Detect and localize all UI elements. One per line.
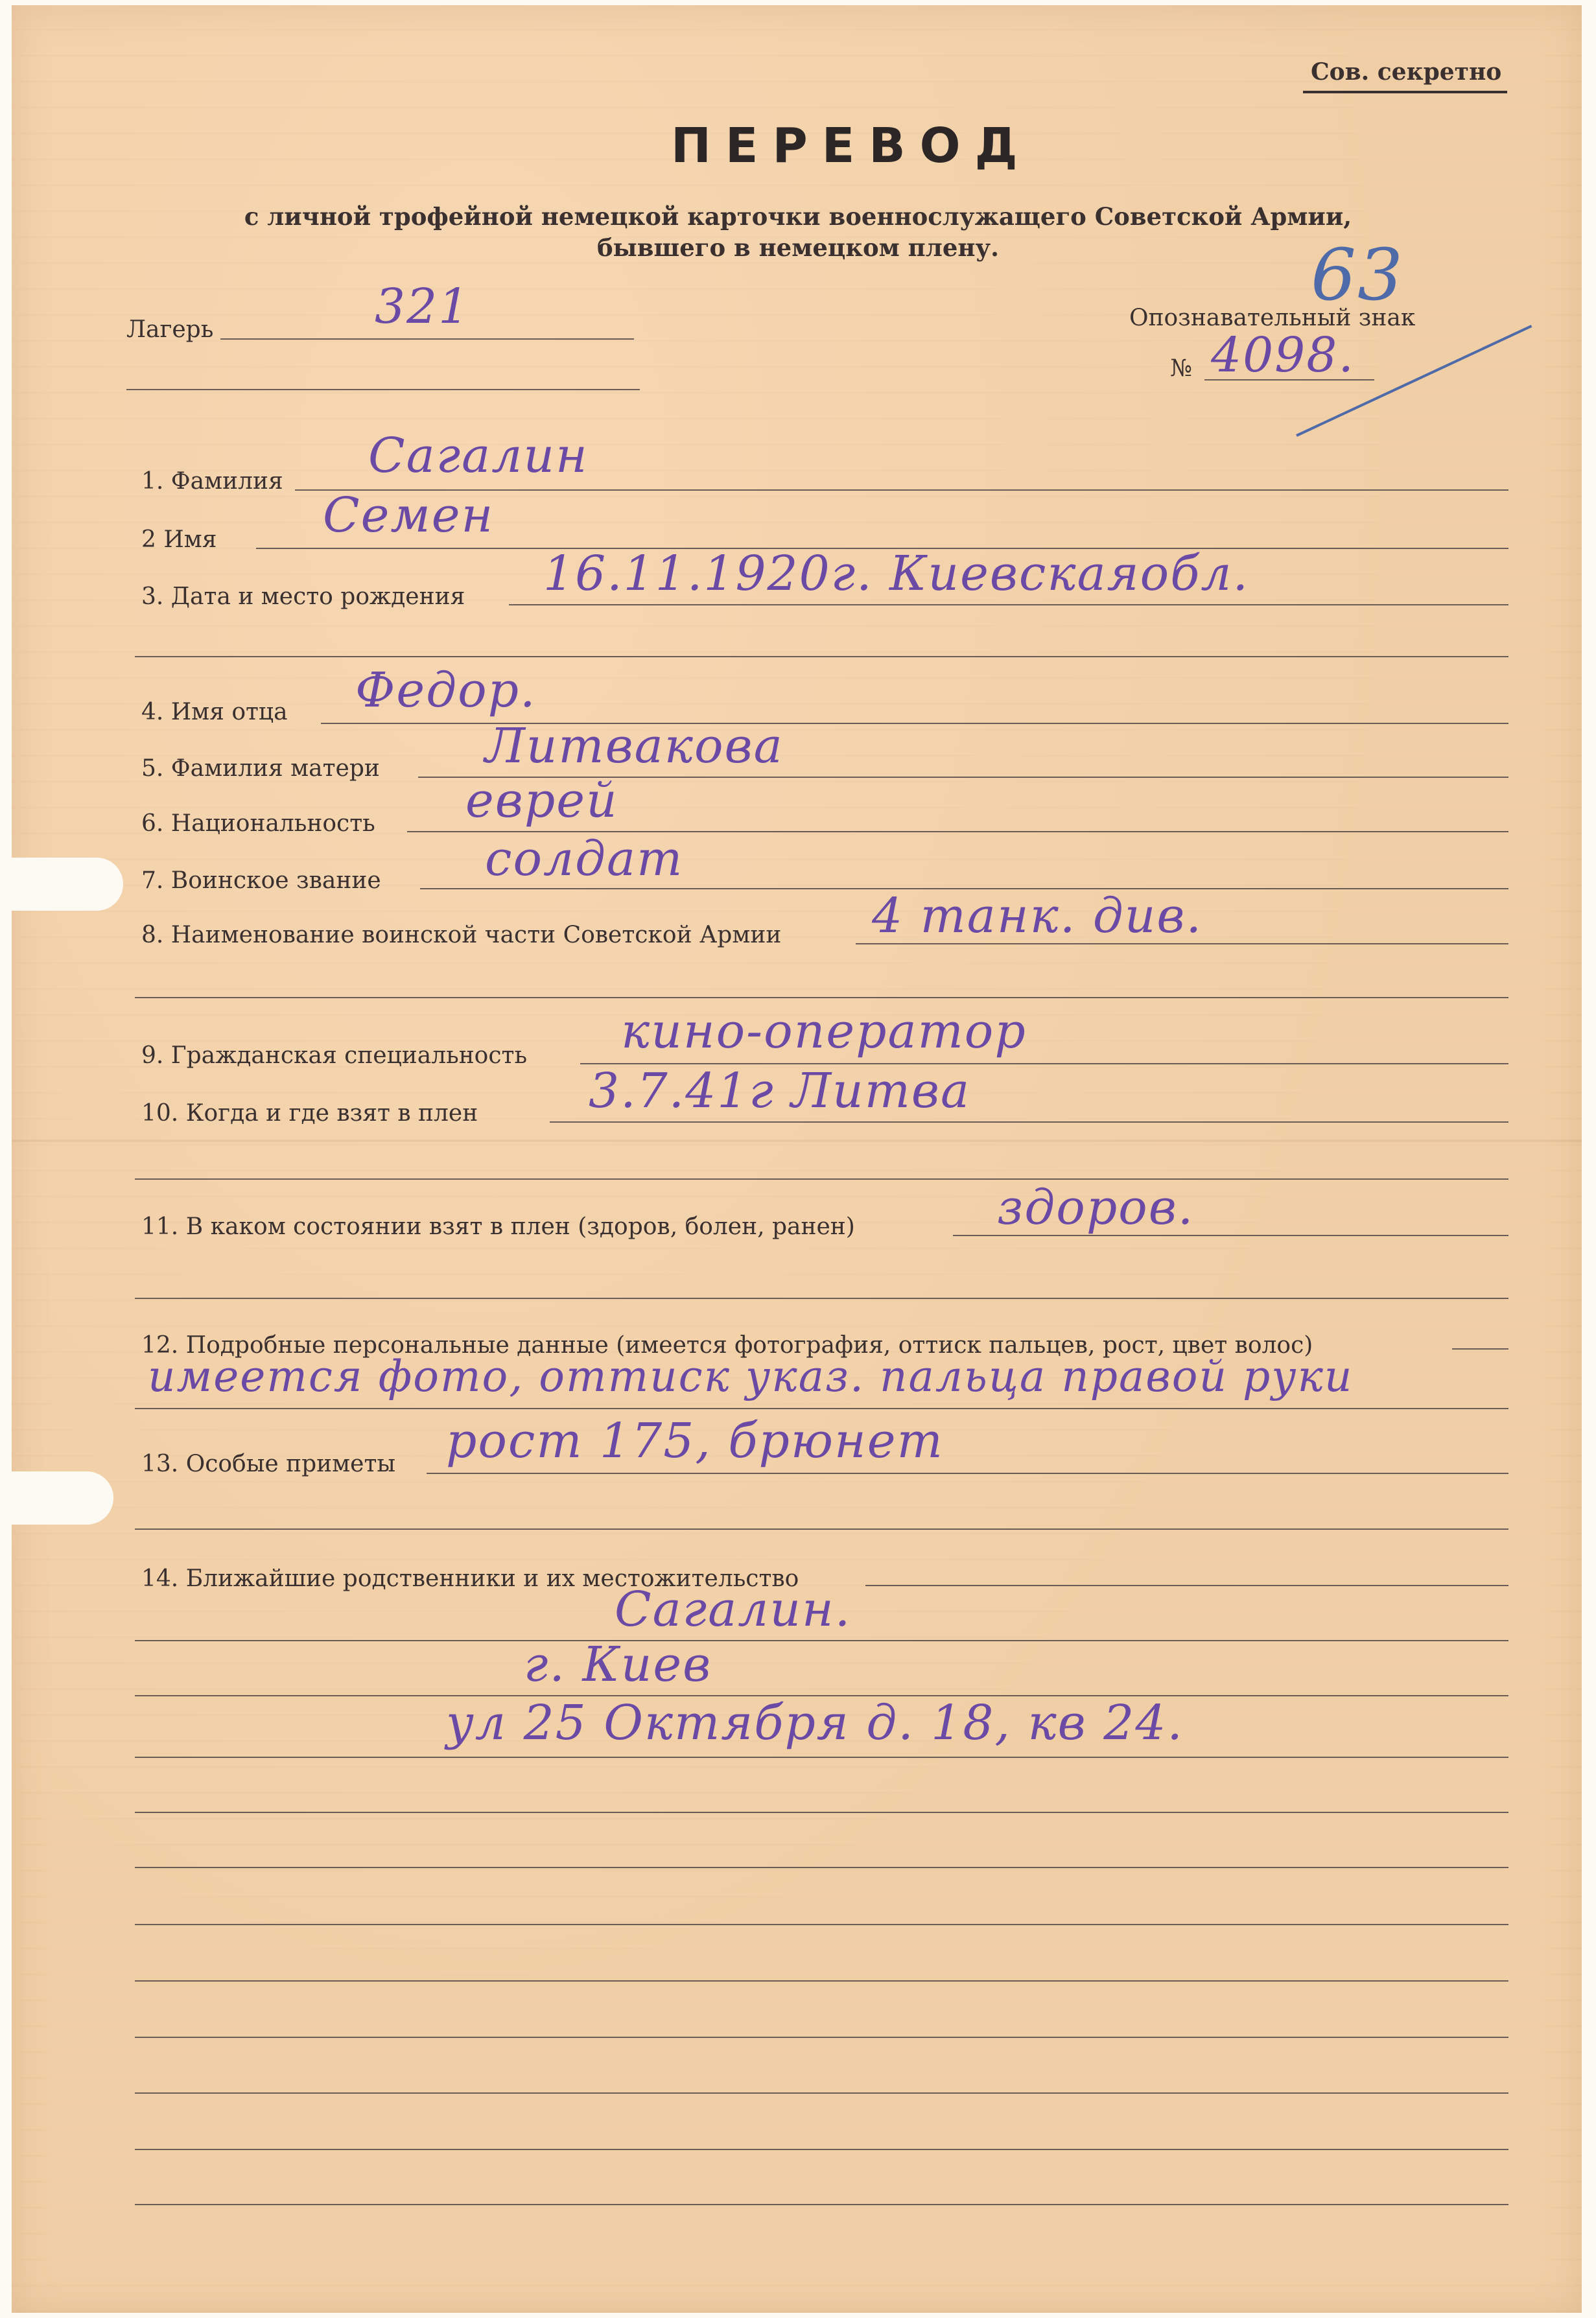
id-tag-label: Опознавательный знак xyxy=(1129,305,1416,331)
field-5-value: Литвакова xyxy=(485,718,784,774)
field-14-line-8 xyxy=(135,1980,1508,1982)
field-14-value-1: Сагалин. xyxy=(615,1582,852,1637)
field-14-line-9 xyxy=(135,2037,1508,2038)
field-7-value: солдат xyxy=(485,831,684,887)
field-4-value: Федор. xyxy=(355,662,537,718)
field-13-line xyxy=(427,1473,1508,1474)
torn-notch-top xyxy=(0,858,123,911)
camp-value: 321 xyxy=(375,279,471,334)
page-title: ПЕРЕВОД xyxy=(671,118,1032,174)
field-13-value: рост 175, брюнет xyxy=(446,1413,944,1469)
field-3-value: 16.11.1920г. Киевскаяобл. xyxy=(543,546,1250,602)
field-14-line-5 xyxy=(135,1812,1508,1813)
field-11-label: 11. В каком состоянии взят в плен (здоров, болен, ранен) xyxy=(141,1213,855,1240)
camp-line-2 xyxy=(126,389,640,390)
field-14-line-4 xyxy=(135,1757,1508,1758)
field-14-line-11 xyxy=(135,2149,1508,2150)
field-4-label: 4. Имя отца xyxy=(141,699,288,725)
field-9-label: 9. Гражданская специальность xyxy=(141,1042,528,1069)
camp-label: Лагерь xyxy=(126,316,214,343)
id-tag-number-sign: № xyxy=(1170,355,1193,382)
field-8-label: 8. Наименование воинской части Советской Армии xyxy=(141,922,782,948)
field-8-value: 4 танк. див. xyxy=(872,888,1203,944)
subtitle-line-2: бывшего в немецком плену. xyxy=(596,233,1000,262)
field-14-line-2 xyxy=(135,1640,1508,1641)
field-14-line xyxy=(865,1585,1508,1586)
id-tag-annotation: 63 xyxy=(1311,233,1404,316)
field-11-value: здоров. xyxy=(997,1180,1195,1235)
field-13-line-2 xyxy=(135,1528,1508,1530)
field-11-line-2 xyxy=(135,1298,1508,1299)
camp-line xyxy=(220,338,634,340)
field-10-label: 10. Когда и где взят в плен xyxy=(141,1100,478,1127)
field-10-line-2 xyxy=(135,1178,1508,1180)
id-tag-value: 4098. xyxy=(1211,327,1355,383)
classification-underline xyxy=(1303,91,1507,93)
field-2-label: 2 Имя xyxy=(141,526,217,553)
field-5-label: 5. Фамилия матери xyxy=(141,755,380,782)
field-10-value: 3.7.41г Литва xyxy=(589,1063,971,1119)
field-3-line xyxy=(509,604,1508,605)
field-3-label: 3. Дата и место рождения xyxy=(141,583,465,610)
field-1-value: Сагалин xyxy=(368,428,589,484)
field-12-line-end xyxy=(1452,1348,1508,1350)
paper-fold xyxy=(12,1140,1582,1142)
field-12-value: имеется фото, оттиск указ. пальца правой руки xyxy=(148,1352,1354,1401)
field-14-line-6 xyxy=(135,1867,1508,1868)
torn-notch-bottom xyxy=(0,1471,113,1525)
subtitle-line-1: с личной трофейной немецкой карточки военнослужащего Советской Армии, xyxy=(244,202,1352,231)
field-10-line xyxy=(550,1121,1508,1123)
field-14-value-2: г. Киев xyxy=(524,1637,712,1692)
field-14-line-7 xyxy=(135,1924,1508,1925)
field-6-value: еврей xyxy=(465,773,618,828)
field-14-label: 14. Ближайшие родственники и их местожительство xyxy=(141,1565,799,1592)
field-8-line-2 xyxy=(135,997,1508,998)
field-1-label: 1. Фамилия xyxy=(141,468,283,495)
field-12-label: 12. Подробные персональные данные (имеется фотография, оттиск пальцев, рост, цвет волос) xyxy=(141,1332,1313,1359)
field-12-line-2 xyxy=(135,1408,1508,1409)
classification-stamp: Сов. секретно xyxy=(1311,58,1502,86)
field-2-value: Семен xyxy=(323,487,495,543)
field-9-value: кино-оператор xyxy=(621,1003,1027,1059)
field-14-line-10 xyxy=(135,2092,1508,2094)
field-3-line-2 xyxy=(135,656,1508,657)
field-14-line-12 xyxy=(135,2204,1508,2205)
field-14-value-3: ул 25 Октября д. 18, кв 24. xyxy=(446,1695,1184,1751)
field-6-label: 6. Национальность xyxy=(141,810,375,837)
field-13-label: 13. Особые приметы xyxy=(141,1451,396,1477)
field-7-label: 7. Воинское звание xyxy=(141,867,381,894)
